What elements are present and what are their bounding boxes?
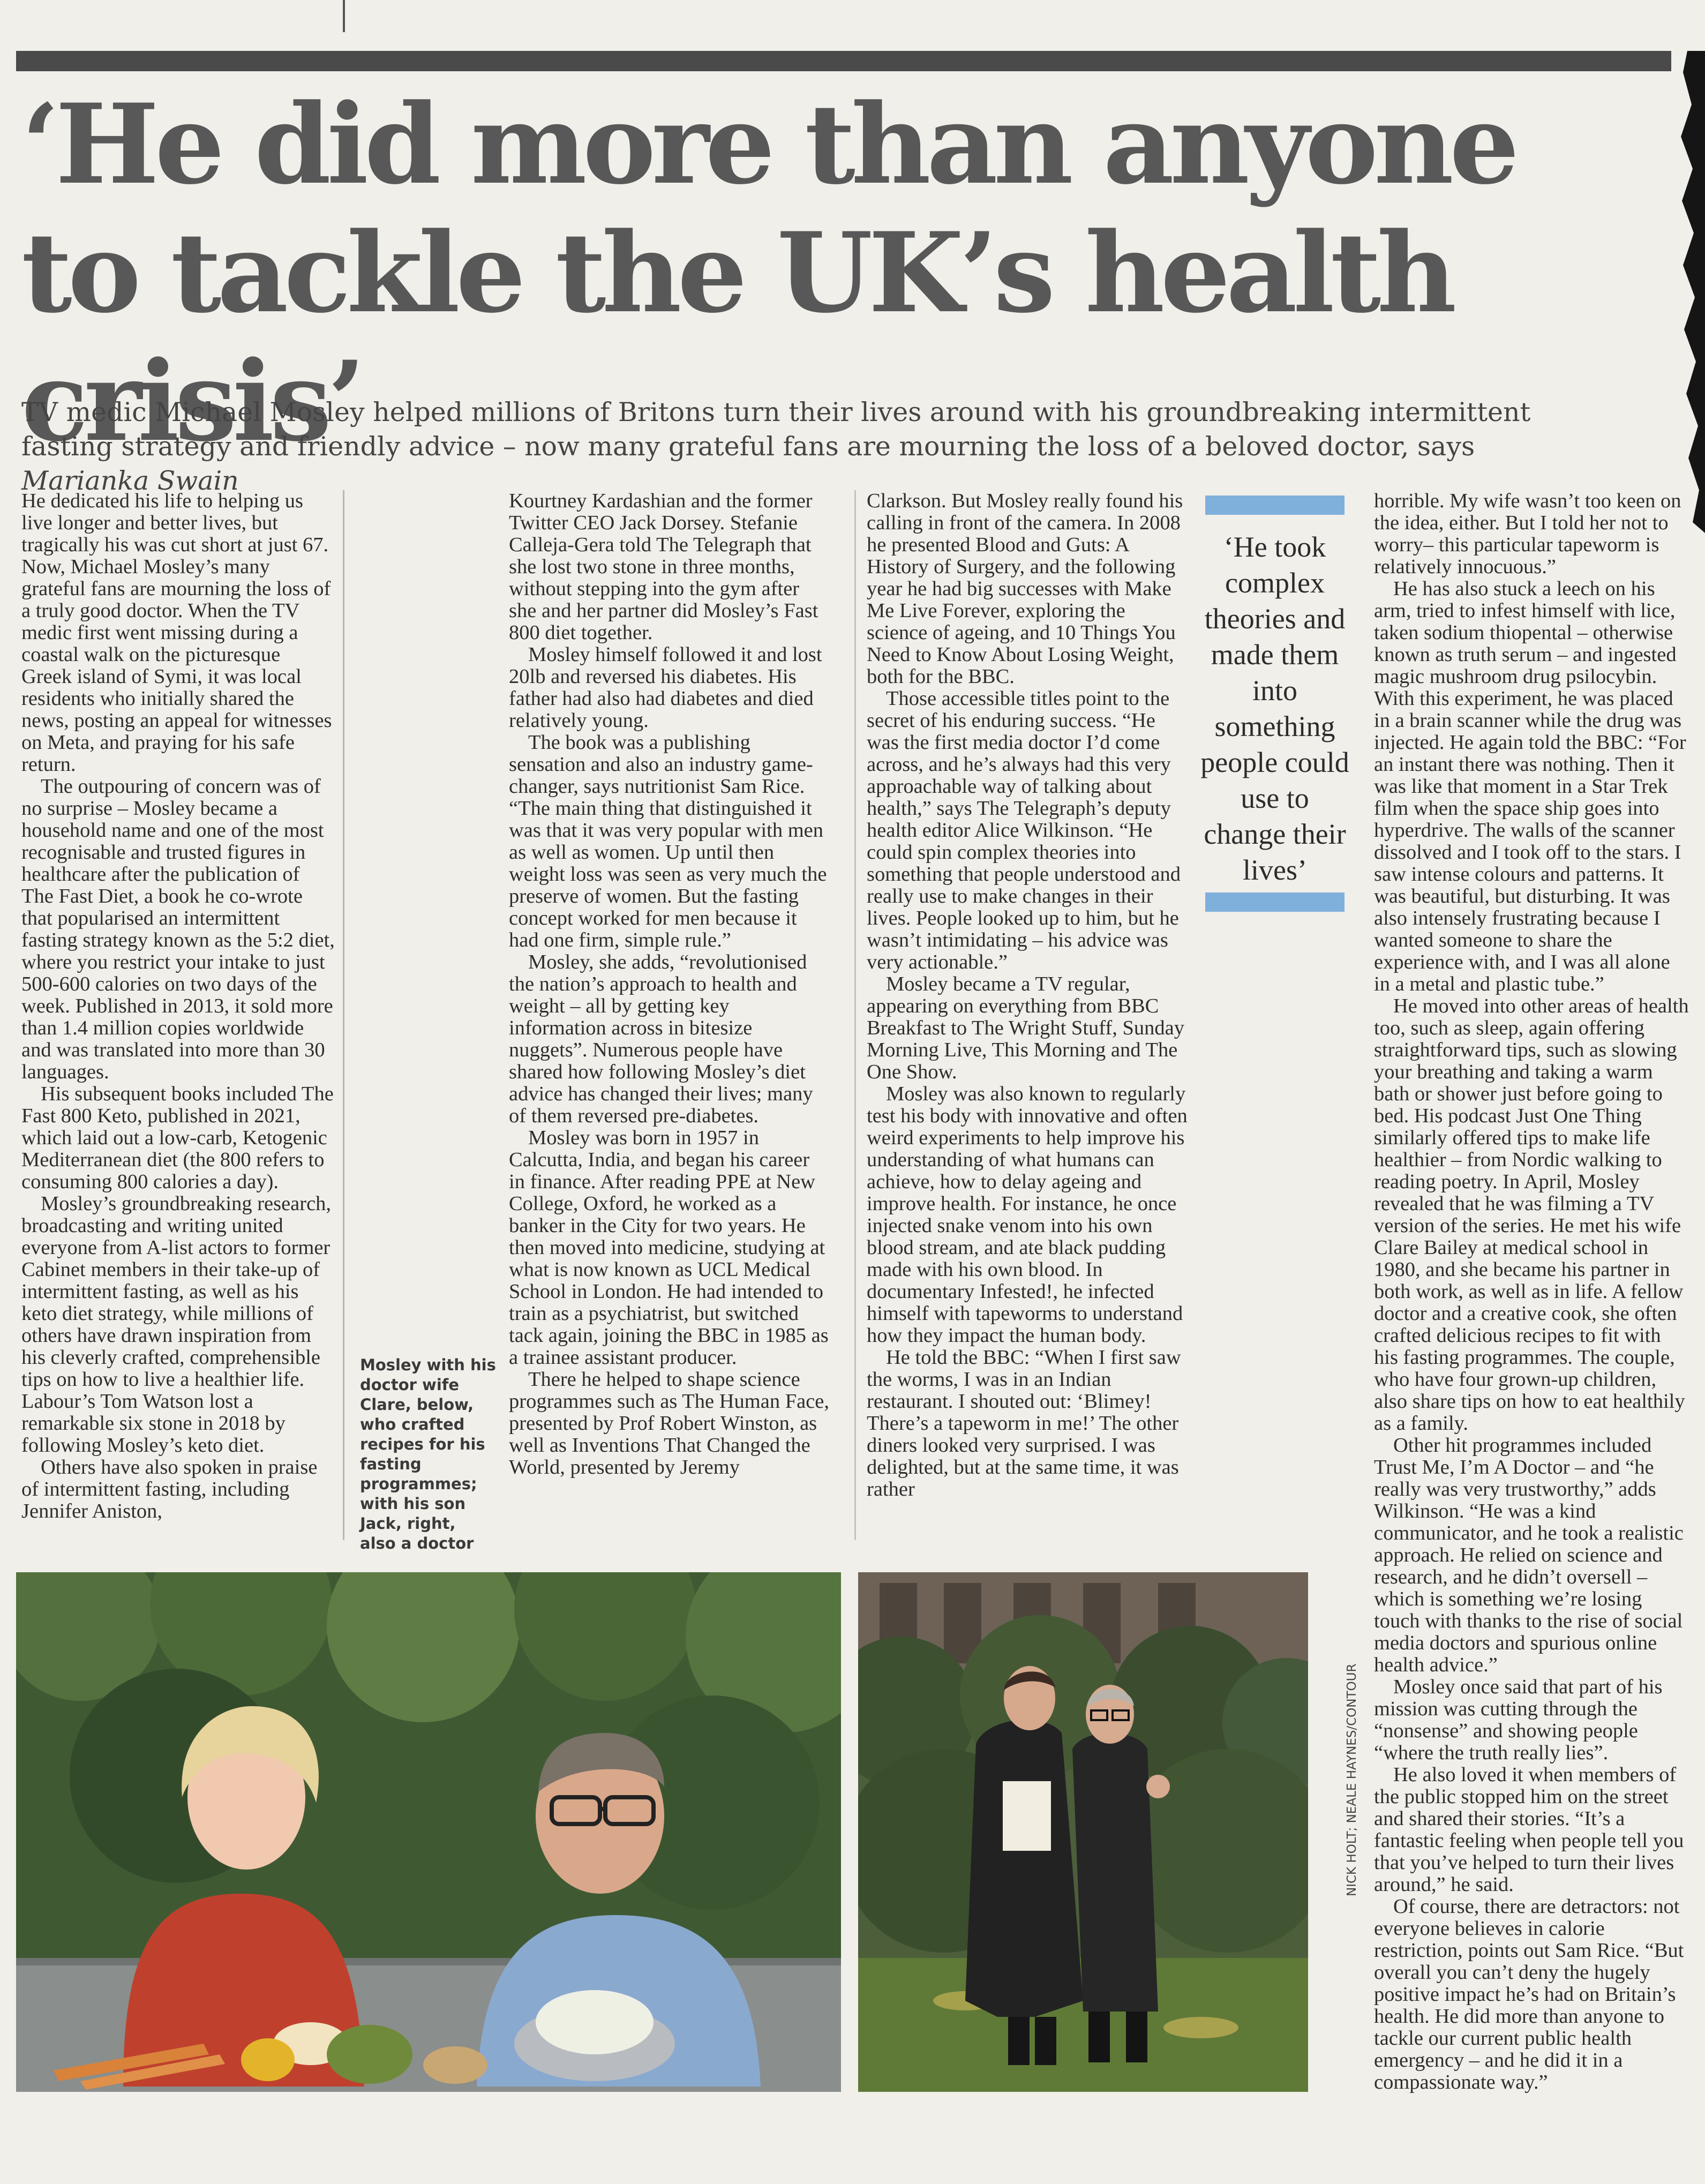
paragraph: The book was a publishing sensation and also an industry game-changer, says nutritionist Sam Rice. “The main thing that distinguished it was that it was very popular with men as well as women. Up until then weight loss was seen as very much the preserve of women. But the fasting concept worked for men because it had one firm, simple rule.”: [509, 731, 827, 951]
paragraph: He has also stuck a leech on his arm, tried to infest himself with lice, taken sodium thiopental – otherwise known as truth serum – and ingested magic mushroom drug psilocybin. With this experiment, he was placed in a brain scanner while the drug was injected. He again told the BBC: “For an instant there was nothing. Then it was like that moment in a Star Trek film when the space ship goes into hyperdrive. The walls of the scanner dissolved and I took off to the stars. I saw intense colours and patterns. It was beautiful, but disturbing. It was also intensely frustrating because I wanted someone to share the experience with, and I was all alone in a metal and plastic tube.”: [1374, 577, 1686, 995]
article-column-1: [21, 490, 335, 1537]
pullquote-bar-top: [1205, 496, 1345, 515]
paragraph: He dedicated his life to helping us live longer and better lives, but tragically his was cut short at just 67. Now, Michael Mosley’s many grateful fans are mourning the loss of a truly good doctor. When the TV medic first went missing during a coastal walk on the picturesque Greek island of Symi, it was local residents who initially shared the news, posting an appeal for witnesses on Meta, and praying for his safe return.: [21, 490, 332, 776]
paragraph: Kourtney Kardashian and the former Twitter CEO Jack Dorsey. Stefanie Calleja-Gera told The Telegraph that she lost two stone in three months, without stepping into the gym after she and her partner did Mosley’s Fast 800 diet together.: [509, 490, 818, 644]
paragraph: Mosley once said that part of his mission was cutting through the “nonsense” and showing people “where the truth really lies”.: [1374, 1676, 1663, 1764]
paragraph: Mosley became a TV regular, appearing on everything from BBC Breakfast to The Wright Stuff, Sunday Morning Live, This Morning and The One Show.: [867, 973, 1184, 1083]
paragraph: horrible. My wife wasn’t too keen on the idea, either. But I told her not to worry– this particular tapeworm is relatively innocuous.”: [1374, 490, 1681, 578]
paragraph: He also loved it when members of the public stopped him on the street and shared their stories. “It’s a fantastic feeling when people tell you that you’ve helped to turn their lives around,” he said.: [1374, 1763, 1684, 1896]
photo-with-son-graduation: [858, 1572, 1308, 2092]
standfirst: [21, 395, 1602, 498]
pullquote-bar-bottom: [1205, 892, 1345, 912]
column-divider-1: [343, 490, 344, 1540]
paragraph: Those accessible titles point to the secret of his enduring success. “He was the first media doctor I’d come across, and he’s always had this very approachable way of talking about health,” says The Telegraph’s deputy health editor Alice Wilkinson. “He could spin complex theories into something that people understood and really use to make changes in their lives. People looked up to him, but he wasn’t intimidating – his advice was very actionable.”: [867, 687, 1181, 973]
paragraph: The outpouring of concern was of no surprise – Mosley became a household name and one of the most recognisable and trusted figures in healthcare after the publication of The Fast Diet, a book he co-wrote that popularised an intermittent fasting strategy known as the 5:2 diet, where you restrict your intake to just 500-600 calories on two days of the week. Published in 2013, it sold more than 1.4 million copies worldwide and was translated into more than 30 languages.: [21, 775, 335, 1083]
paragraph: Others have also spoken in praise of intermittent fasting, including Jennifer Aniston,: [21, 1456, 318, 1522]
photo-credit: NICK HOLT; NEALE HAYNES/CONTOUR: [1345, 1663, 1359, 1896]
standfirst-text: TV medic Michael Mosley helped millions of Britons turn their lives around with his groundbreaking intermittent fasting strategy and friendly advice – now many grateful fans are mourning the loss of a beloved doctor, says: [21, 397, 1531, 462]
column-divider-2: [854, 490, 856, 1540]
article-column-3: [867, 490, 1188, 1545]
paragraph: Mosley, she adds, “revolutionised the nation’s approach to health and weight – all by getting key information across in bitesize nuggets”. Numerous people have shared how following Mosley’s diet advice has changed their lives; many of them reversed pre-diabetes.: [509, 951, 813, 1127]
torn-page-edge: [1677, 51, 1705, 533]
pullquote: ‘He took complex theories and made them into something people could use to change their lives’: [1200, 531, 1349, 886]
page-edge-tick: [343, 0, 345, 32]
paragraph: Mosley’s groundbreaking research, broadcasting and writing united everyone from A-list actors to former Cabinet members in their take-up of intermittent fasting, as well as his keto diet strategy, while millions of others have drawn inspiration from his cleverly crafted, comprehensible tips on how to live a healthier life. Labour’s Tom Watson lost a remarkable six stone in 2018 by following Mosley’s keto diet.: [21, 1192, 332, 1457]
paragraph: There he helped to shape science programmes such as The Human Face, presented by Prof Robert Winston, as well as Inventions That Changed the World, presented by Jeremy: [509, 1368, 830, 1478]
paragraph: His subsequent books included The Fast 800 Keto, published in 2021, which laid out a low-carb, Ketogenic Mediterranean diet (the 800 refers to consuming 800 calories a day).: [21, 1083, 334, 1193]
photo-couple-at-table: [16, 1572, 841, 2092]
headline: ‘He did more than anyone to tackle the UK’s health crisis’: [21, 80, 1515, 466]
paragraph: Mosley himself followed it and lost 20lb and reversed his diabetes. His father had also had diabetes and died relatively young.: [509, 643, 822, 732]
paragraph: He moved into other areas of health too, such as sleep, again offering straightforward tips, such as slowing your breathing and taking a warm bath or shower just before going to bed. His podcast Just One Thing similarly offered tips to make life healthier – from Nordic walking to reading poetry. In April, Mosley revealed that he was filming a TV version of the series. He met his wife Clare Bailey at medical school in 1980, and she became his partner in both work, as well as in life. A fellow doctor and a creative cook, she often crafted delicious recipes to fit with his fasting programmes. The couple, who have four grown-up children, also share tips on how to eat healthily as a family.: [1374, 995, 1689, 1435]
photo-caption: Mosley with his doctor wife Clare, below, who crafted recipes for his fasting programmes; with his son Jack, right, also a doctor: [360, 1356, 496, 1552]
paragraph: Clarkson. But Mosley really found his calling in front of the camera. In 2008 he presented Blood and Guts: A History of Surgery, and the following year he had big successes with Make Me Live Forever, exploring the science of ageing, and 10 Things You Need to Know About Losing Weight, both for the BBC.: [867, 490, 1183, 688]
paragraph: Other hit programmes included Trust Me, I’m A Doctor – and “he really was very trustworthy,” adds Wilkinson. “He was a kind communicator, and he took a realistic approach. He relied on science and research, and he didn’t oversell – which is something we’re losing touch with thanks to the rise of social media doctors and spurious online health advice.”: [1374, 1434, 1684, 1676]
paragraph: Mosley was also known to regularly test his body with innovative and often weird experiments to help improve his understanding of what humans can achieve, how to delay ageing and improve health. For instance, he once injected snake venom into his own blood stream, and ate black pudding made with his own blood. In documentary Infested!, he infected himself with tapeworms to understand how they impact the human body.: [867, 1083, 1188, 1347]
previous-page-edge: [16, 0, 1569, 4]
article-column-2: [509, 490, 830, 1545]
paragraph: He told the BBC: “When I first saw the worms, I was in an Indian restaurant. I shouted out: ‘Blimey! There’s a tapeworm in me!’ The other diners looked very surprised. I was delighted, but at the same time, it was rather: [867, 1346, 1181, 1500]
paragraph: Of course, there are detractors: not everyone believes in calorie restriction, points out Sam Rice. “But overall you can’t deny the hugely positive impact he’s had on Britain’s health. He did more than anyone to tackle our current public health emergency – and he did it in a compassionate way.”: [1374, 1895, 1684, 2093]
byline: Marianka Swain: [21, 466, 239, 496]
headline-rule: [16, 51, 1671, 71]
paragraph: Mosley was born in 1957 in Calcutta, India, and began his career in finance. After reading PPE at New College, Oxford, he worked as a banker in the City for two years. He then moved into medicine, studying at what is now known as UCL Medical School in London. He had intended to train as a psychiatrist, but switched tack again, joining the BBC in 1985 as a trainee assistant producer.: [509, 1127, 829, 1369]
article-column-4: [1374, 490, 1690, 2103]
